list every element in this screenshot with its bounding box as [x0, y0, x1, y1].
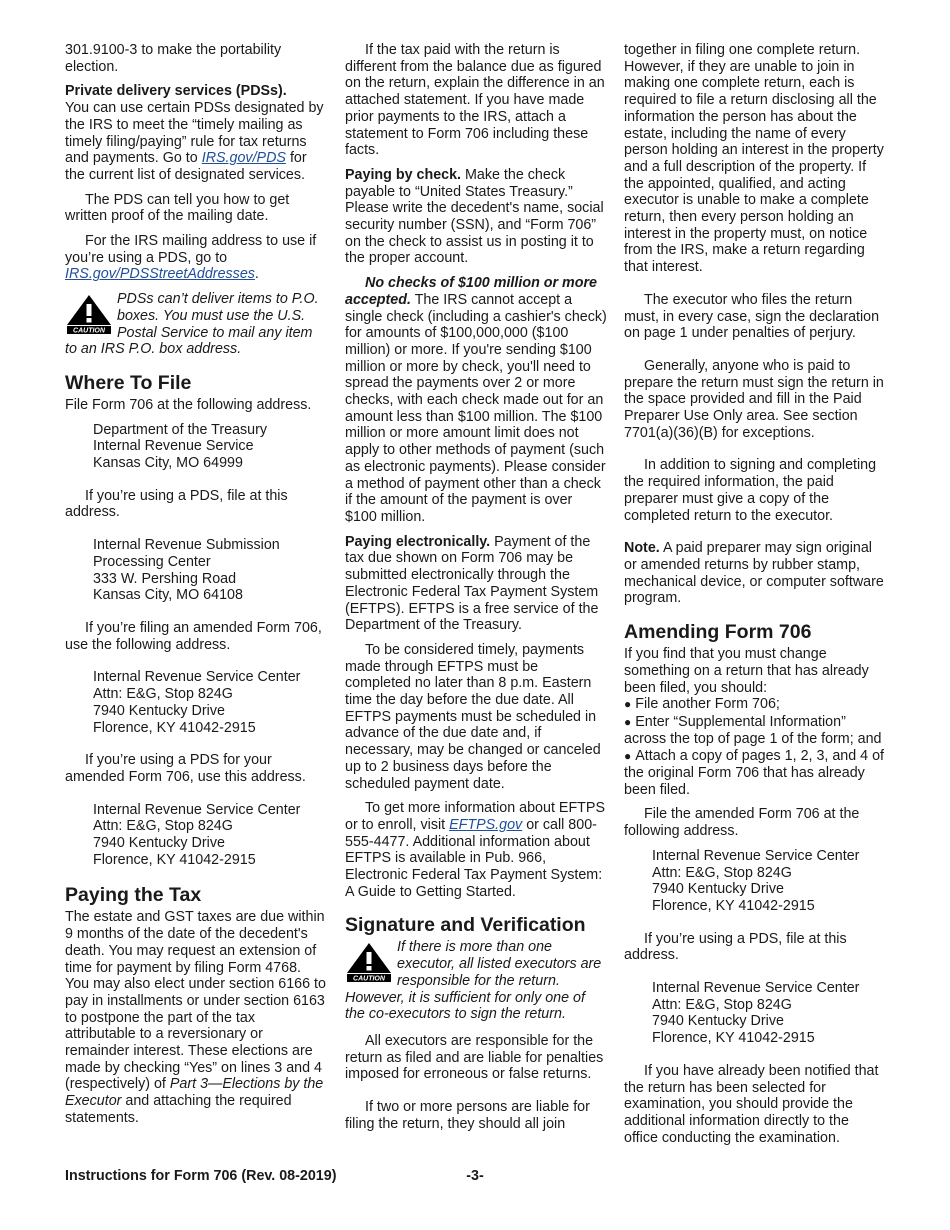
paragraph-pds — [65, 83, 328, 183]
paragraph-pds-mailing — [65, 233, 328, 283]
paragraph-pds-file-amended: If you’re using a PDS, file at this address. — [624, 930, 847, 964]
caution-text-pds: PDSs can’t deliver items to P.O. boxes. You must use the U.S. Postal Service to mail any item to an IRS P.O. box address. — [65, 291, 319, 358]
paragraph-executor-sign: The executor who files the return must, in every case, sign the declaration on page 1 under penalties of perjury. — [624, 291, 880, 342]
address-line: 333 W. Pershing Road — [93, 570, 237, 587]
column-2 — [345, 42, 607, 1140]
caution-note-pds — [65, 291, 328, 358]
address-line: Attn: E&G, Stop 824G — [652, 864, 792, 881]
paragraph-join-cont: together in filing one complete return. However, if they are unable to join in making one complete return, each is required to file a return disclosing all the information the person has about the estate, including the name of every person holding an interest in the property and a full description of the property. If the appointed, qualified, and acting executor is unable to make a complete return, then every person holding an interest in the property must, on notice from the IRS, make a return regarding that interest. — [624, 42, 884, 276]
paragraph-notified: If you have already been notified that the return has been selected for examination, you should provide the additional information directly to the office conducting the examination. — [624, 1062, 879, 1146]
heading-signature: Signature and Verification — [345, 914, 586, 937]
paragraph-electronic — [345, 534, 607, 634]
paragraph-paying-check — [345, 167, 607, 267]
caution-note-executors — [345, 939, 607, 1023]
address-line: Internal Revenue Service Center — [652, 847, 860, 864]
paragraph-portability-cont: 301.9100-3 to make the portability election. — [65, 42, 282, 75]
paragraph-file-amended: File the amended Form 706 at the following address. — [624, 806, 860, 840]
address-line: Internal Revenue Submission — [93, 537, 280, 554]
paragraph-where-intro: File Form 706 at the following address. — [65, 396, 312, 413]
address-line: Florence, KY 41042-2915 — [93, 851, 256, 868]
address-block-5 — [652, 848, 886, 915]
paragraph-timely: To be considered timely, payments made through EFTPS must be completed no later than 8 p.m. Eastern time the day before the due date. All EFTPS payments must be scheduled in advance of the due date and, if necessary, may be changed or canceled up to 2 business days before the scheduled payment date. — [345, 641, 601, 792]
electronic-text: Payment of the tax due shown on Form 706 may be submitted electronically through the Electronic Federal Tax Payment System (EFTPS). EFTPS is a free service of the Department of the Treasury. — [345, 533, 599, 634]
paying-text-b: and attaching the required statements. — [65, 1093, 292, 1126]
paying-text-a: The estate and GST taxes are due within 9 months of the date of the decedent's death. You may request an extension of time for payment by filing Form 4768. You may also elect under section 6166 to pay in installments or under section 6163 to postpone the part of the tax attributable to a reversionary or remainder interest. These elections are made by checking “Yes” on lines 3 and 4 (respectively) of — [65, 909, 326, 1093]
address-line: Florence, KY 41042-2915 — [652, 1030, 815, 1047]
address-line: Kansas City, MO 64108 — [93, 587, 243, 604]
address-line: Florence, KY 41042-2915 — [93, 719, 256, 736]
paragraph-amended-pds: If you’re using a PDS for your amended Form 706, use this address. — [65, 752, 306, 785]
address-line: Kansas City, MO 64999 — [93, 455, 243, 472]
paragraph-more-info — [345, 800, 607, 900]
note-text: A paid preparer may sign original or amended returns by rubber stamp, mechanical device, or computer software program. — [624, 540, 884, 607]
pds-mail-text-b: . — [254, 266, 259, 283]
caution-icon — [65, 293, 113, 335]
paragraph-all-executors: All executors are responsible for the return as filed and are liable for penalties imposed for erroneous or false returns. — [345, 1032, 604, 1083]
note-lead: Note. — [624, 540, 660, 557]
caution-label: CAUTION — [353, 976, 385, 984]
address-block-4 — [93, 802, 328, 869]
address-line: Department of the Treasury — [93, 421, 268, 438]
paragraph-note — [624, 540, 886, 607]
address-line: Florence, KY 41042-2915 — [652, 897, 815, 914]
bullet-icon: ● — [624, 714, 632, 729]
pds-heading: Private delivery services (PDSs). — [65, 83, 287, 100]
pds-mail-text-a: For the IRS mailing address to use if you’re using a PDS, go to — [65, 233, 317, 266]
paragraph-no-checks — [345, 275, 607, 526]
no-checks-text: The IRS cannot accept a single check (including a cashier's check) for amounts of $100,000,000 ($100 million) or more. If you're sending $100 million or more by check, you'll need to spread the payments over 2 or more checks, with each check made out for an amount less than $100 million. The $100 million or more amount limit does not apply to other methods of payment (such as electronic payments). Please consider a method of payment other than a check if the amount of the payment is over $100 million. — [345, 291, 607, 525]
footer-form-title: Instructions for Form 706 (Rev. 08-2019) — [65, 1168, 337, 1184]
address-block-6 — [652, 980, 886, 1047]
more-info-text-b: or call 800-555-4477. Additional information about EFTPS is available in Pub. 966, Electronic Federal Tax Payment System: A Guide to Getting Started. — [345, 816, 603, 900]
address-block-2 — [93, 537, 328, 604]
eftps-link[interactable]: EFTPS.gov — [449, 816, 523, 833]
bullet-icon: ● — [624, 749, 632, 764]
paragraph-amended-intro: If you’re filing an amended Form 706, use the following address. — [65, 619, 322, 653]
no-checks-lead: No checks of $100 million or more accepted. — [345, 275, 598, 308]
address-block-1 — [93, 422, 328, 472]
caution-label: CAUTION — [73, 327, 105, 335]
address-line: 7940 Kentucky Drive — [93, 702, 225, 719]
heading-where-to-file: Where To File — [65, 371, 192, 394]
paragraph-difference: If the tax paid with the return is different from the balance due as figured on the return, explain the difference in an attached statement. If you have made prior payments to the IRS, attach a statement to Form 706 including these facts. — [345, 42, 605, 159]
address-line: Processing Center — [93, 553, 211, 570]
electronic-lead: Paying electronically. — [345, 533, 491, 550]
paragraph-paid-preparer: Generally, anyone who is paid to prepare the return must sign the return in the space provided and fill in the Paid Preparer Use Only area. See section 7701(a)(36)(B) for exceptions. — [624, 357, 884, 441]
paragraph-two-or-more: If two or more persons are liable for filing the return, they should all join — [345, 1099, 590, 1132]
address-block-3 — [93, 669, 328, 736]
column-3 — [624, 42, 886, 1154]
irs-pds-street-link[interactable]: IRS.gov/PDSStreetAddresses — [65, 266, 255, 283]
list-item: ● File another Form 706; — [624, 696, 780, 713]
caution-text-executors: If there is more than one executor, all listed executors are responsible for the return. However, it is sufficient for only one of the co-executors to sign the return. — [345, 939, 602, 1023]
amend-steps-list — [624, 696, 886, 798]
heading-amending: Amending Form 706 — [624, 621, 812, 644]
address-line: 7940 Kentucky Drive — [93, 835, 225, 852]
address-line: Internal Revenue Service — [93, 438, 254, 455]
address-line: 7940 Kentucky Drive — [652, 881, 784, 898]
page-number: -3- — [466, 1168, 484, 1184]
caution-icon — [345, 941, 393, 983]
address-line: Attn: E&G, Stop 824G — [93, 686, 233, 703]
paying-text-italic: Part 3—Elections by the Executor — [65, 1076, 324, 1110]
check-lead: Paying by check. — [345, 166, 462, 183]
address-line: Internal Revenue Service Center — [93, 801, 301, 818]
heading-paying-the-tax: Paying the Tax — [65, 884, 202, 907]
irs-pds-link[interactable]: IRS.gov/PDS — [201, 150, 286, 167]
bullet-icon: ● — [624, 697, 632, 712]
address-line: 7940 Kentucky Drive — [652, 1013, 784, 1030]
paragraph-preparer-copy: In addition to signing and completing the required information, the paid preparer must give a copy of the completed return to the executor. — [624, 457, 877, 524]
pds-text-b: for the current list of designated services. — [65, 150, 307, 183]
list-item: ● Enter “Supplemental Information” across the top of page 1 of the form; and — [624, 713, 882, 747]
address-line: Attn: E&G, Stop 824G — [652, 996, 792, 1013]
column-1 — [65, 42, 328, 1135]
more-info-text-a: To get more information about EFTPS or to enroll, visit — [345, 800, 605, 833]
address-line: Internal Revenue Service Center — [652, 980, 860, 997]
paragraph-pds-file: If you’re using a PDS, file at this address. — [65, 487, 288, 521]
paragraph-pds-proof: The PDS can tell you how to get written proof of the mailing date. — [65, 191, 290, 225]
pds-text-a: You can use certain PDSs designated by the IRS to meet the “timely mailing as timely filing/paying” rule for tax returns and payments. Go to — [65, 100, 324, 167]
check-text: Make the check payable to “United States Treasury.” Please write the decedent's name, social security number (SSN), and “Form 706” on the check to assist us in posting it to the proper account. — [345, 166, 604, 267]
paragraph-paying-tax — [65, 909, 328, 1126]
address-line: Internal Revenue Service Center — [93, 669, 301, 686]
list-item: ● Attach a copy of pages 1, 2, 3, and 4 of the original Form 706 that has already been filed. — [624, 748, 885, 798]
paragraph-amend-intro: If you find that you must change something on a return that has already been filed, you should: — [624, 646, 869, 696]
address-line: Attn: E&G, Stop 824G — [93, 818, 233, 835]
